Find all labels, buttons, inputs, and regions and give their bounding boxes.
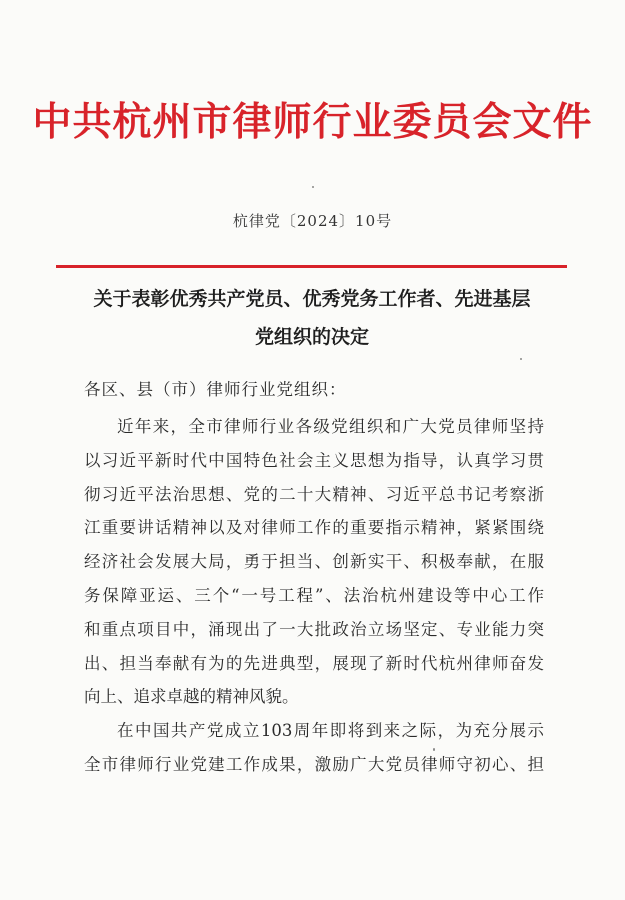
scan-speck xyxy=(312,186,314,188)
paragraph-1-line: 出、担当奉献有为的先进典型，展现了新时代杭州律师奋发 xyxy=(84,653,544,673)
red-divider xyxy=(56,265,567,268)
paragraph-1-line: 务保障亚运、三个“一号工程”、法治杭州建设等中心工作 xyxy=(84,585,544,605)
document-title xyxy=(62,280,562,356)
salutation: 各区、县（市）律师行业党组织： xyxy=(84,380,347,399)
scan-speck xyxy=(520,358,522,360)
paragraph-1-line: 江重要讲话精神以及对律师工作的重要指示精神，紧紧围绕 xyxy=(84,518,544,538)
paragraph-1-line: 彻习近平法治思想、党的二十大精神、习近平总书记考察浙 xyxy=(84,484,544,504)
paragraph-2-line: 全市律师行业党建工作成果，激励广大党员律师守初心、担 xyxy=(84,754,544,774)
scan-speck xyxy=(433,748,435,751)
paragraph-1-line: 近年来，全市律师行业各级党组织和广大党员律师坚持 xyxy=(117,417,544,436)
document-number: 杭律党〔2024〕10号 xyxy=(232,212,393,230)
document-header: 中共杭州市律师行业委员会文件 xyxy=(32,99,593,145)
paragraph-1-line: 经济社会发展大局，勇于担当、创新实干、积极奉献，在服 xyxy=(84,552,544,572)
paragraph-2-line: 在中国共产党成立103周年即将到来之际，为充分展示 xyxy=(117,721,544,741)
paragraph-1-line: 向上、追求卓越的精神风貌。 xyxy=(84,687,299,707)
title-line-1: 关于表彰优秀共产党员、优秀党务工作者、先进基层 xyxy=(93,288,531,310)
paragraph-1-line: 以习近平新时代中国特色社会主义思想为指导，认真学习贯 xyxy=(84,450,544,470)
document-body xyxy=(84,410,544,782)
paragraph-1-line: 和重点项目中，涌现出了一大批政治立场坚定、专业能力突 xyxy=(84,619,544,639)
title-line-2: 党组织的决定 xyxy=(254,326,369,348)
